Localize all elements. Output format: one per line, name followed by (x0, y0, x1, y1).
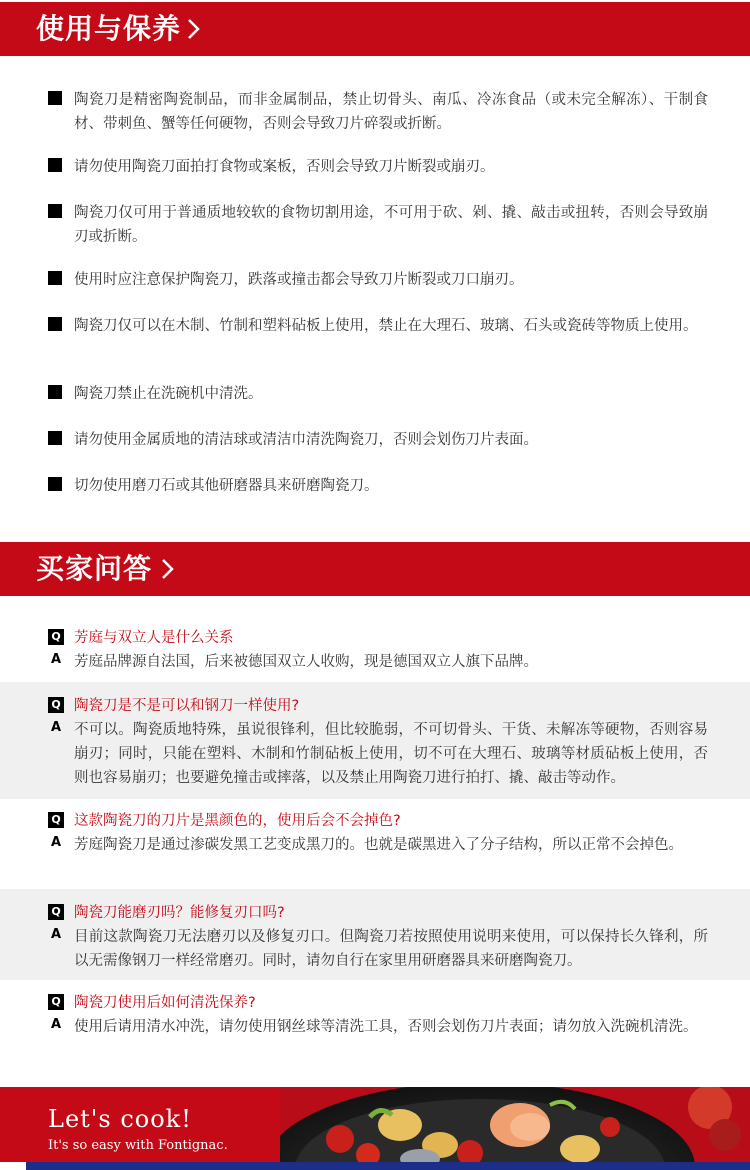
bullet-square-icon (48, 158, 62, 172)
question-row (48, 626, 708, 650)
flag-stripe (0, 1162, 750, 1170)
flag-blue-bar (52, 1162, 750, 1170)
care-item-text: 使用时应注意保护陶瓷刀，跌落或撞击都会导致刀片断裂或刀口崩刃。 (74, 272, 524, 288)
bullet-square-icon (48, 271, 62, 285)
answer-badge: A (50, 720, 62, 735)
question-badge: Q (48, 904, 64, 920)
qa-item (0, 980, 750, 1087)
qa-section-banner (0, 542, 750, 596)
question-text: 陶瓷刀能磨刃吗？能修复刃口吗? (74, 905, 285, 921)
care-item-text: 陶瓷刀禁止在洗碗机中清洗。 (74, 386, 263, 402)
question-row (48, 809, 708, 833)
answer-row (48, 925, 708, 973)
care-section-banner (0, 2, 750, 56)
flag-blue-block (26, 1162, 52, 1170)
qa-item (0, 682, 750, 799)
answer-text: 芳庭陶瓷刀是通过渗碳发黑工艺变成黑刀的。也就是碳黑进入了分子结构，所以正常不会掉色。 (74, 837, 683, 853)
bullet-square-icon (48, 385, 62, 399)
question-row (48, 694, 708, 718)
qa-item (0, 596, 750, 682)
question-badge: Q (48, 697, 64, 713)
answer-row (48, 718, 708, 790)
answer-badge: A (50, 927, 62, 942)
care-item (48, 474, 708, 498)
bullet-square-icon (48, 91, 62, 105)
answer-badge: A (50, 652, 62, 667)
care-item (48, 201, 708, 249)
care-item (48, 428, 708, 452)
footer-banner (0, 1087, 750, 1170)
question-badge: Q (48, 629, 64, 645)
bullet-square-icon (48, 317, 62, 331)
bullet-square-icon (48, 477, 62, 491)
care-item-text: 切勿使用磨刀石或其他研磨器具来研磨陶瓷刀。 (74, 478, 379, 494)
question-text: 陶瓷刀使用后如何清洗保养? (74, 995, 256, 1011)
question-row (48, 991, 708, 1015)
care-item (48, 155, 708, 179)
care-section-title: 使用与保养 (36, 12, 182, 45)
care-item-text: 陶瓷刀仅可用于普通质地较软的食物切割用途，不可用于砍、剁、撬、敲击或扭转，否则会导致崩刃或折断。 (74, 205, 708, 245)
care-item (48, 88, 708, 136)
answer-text: 芳庭品牌源自法国，后来被德国双立人收购，现是德国双立人旗下品牌。 (74, 654, 538, 670)
answer-row (48, 1015, 708, 1039)
bullet-square-icon (48, 431, 62, 445)
answer-text: 不可以。陶瓷质地特殊，虽说很锋利，但比较脆弱，不可切骨头、干货、未解冻等硬物，否则容易崩刃；同时，只能在塑料、木制和竹制砧板上使用，切不可在大理石、玻璃等材质砧板上使用，否则也容易崩刃；也要避免撞击或摔落，以及禁止用陶瓷刀进行拍打、撬、敲击等动作。 (74, 722, 708, 786)
care-item (48, 382, 708, 406)
answer-badge: A (50, 1017, 62, 1032)
care-item-text: 请勿使用陶瓷刀面拍打食物或案板，否则会导致刀片断裂或崩刃。 (74, 159, 495, 175)
qa-section-title: 买家问答 (36, 552, 153, 585)
footer-title: Let's cook! (48, 1105, 192, 1133)
question-row (48, 901, 708, 925)
answer-text: 使用后请用清水冲洗，请勿使用钢丝球等清洗工具，否则会划伤刀片表面；请勿放入洗碗机清洗。 (74, 1019, 698, 1035)
question-badge: Q (48, 812, 64, 828)
answer-text: 目前这款陶瓷刀无法磨刃以及修复刃口。但陶瓷刀若按照使用说明来使用，可以保持长久锋利，所以无需像钢刀一样经常磨刃。同时，请勿自行在家里用研磨器具来研磨陶瓷刀。 (74, 929, 708, 969)
question-text: 陶瓷刀是不是可以和钢刀一样使用? (74, 698, 300, 714)
bullet-square-icon (48, 204, 62, 218)
flag-white-block (0, 1162, 26, 1170)
care-item-text: 请勿使用金属质地的清洁球或清洁巾清洗陶瓷刀，否则会划伤刀片表面。 (74, 432, 538, 448)
footer-subtitle: It's so easy with Fontignac. (48, 1138, 228, 1153)
chevron-right-icon (160, 557, 176, 581)
question-text: 芳庭与双立人是什么关系 (74, 630, 234, 646)
care-item-text: 陶瓷刀是精密陶瓷制品，而非金属制品，禁止切骨头、南瓜、冷冻食品（或未完全解冻）、干制食材、带刺鱼、蟹等任何硬物，否则会导致刀片碎裂或折断。 (74, 92, 708, 132)
question-text: 这款陶瓷刀的刀片是黑颜色的，使用后会不会掉色? (74, 813, 401, 829)
care-item-text: 陶瓷刀仅可以在木制、竹制和塑料砧板上使用，禁止在大理石、玻璃、石头或瓷砖等物质上使用。 (74, 318, 698, 334)
answer-badge: A (50, 835, 62, 850)
chevron-right-icon (186, 17, 202, 41)
qa-item (0, 889, 750, 980)
qa-item (0, 799, 750, 889)
question-badge: Q (48, 994, 64, 1010)
care-item (48, 268, 708, 292)
answer-row (48, 833, 708, 857)
food-pan-illustration (280, 1087, 750, 1170)
answer-row (48, 650, 708, 674)
care-item (48, 314, 708, 338)
